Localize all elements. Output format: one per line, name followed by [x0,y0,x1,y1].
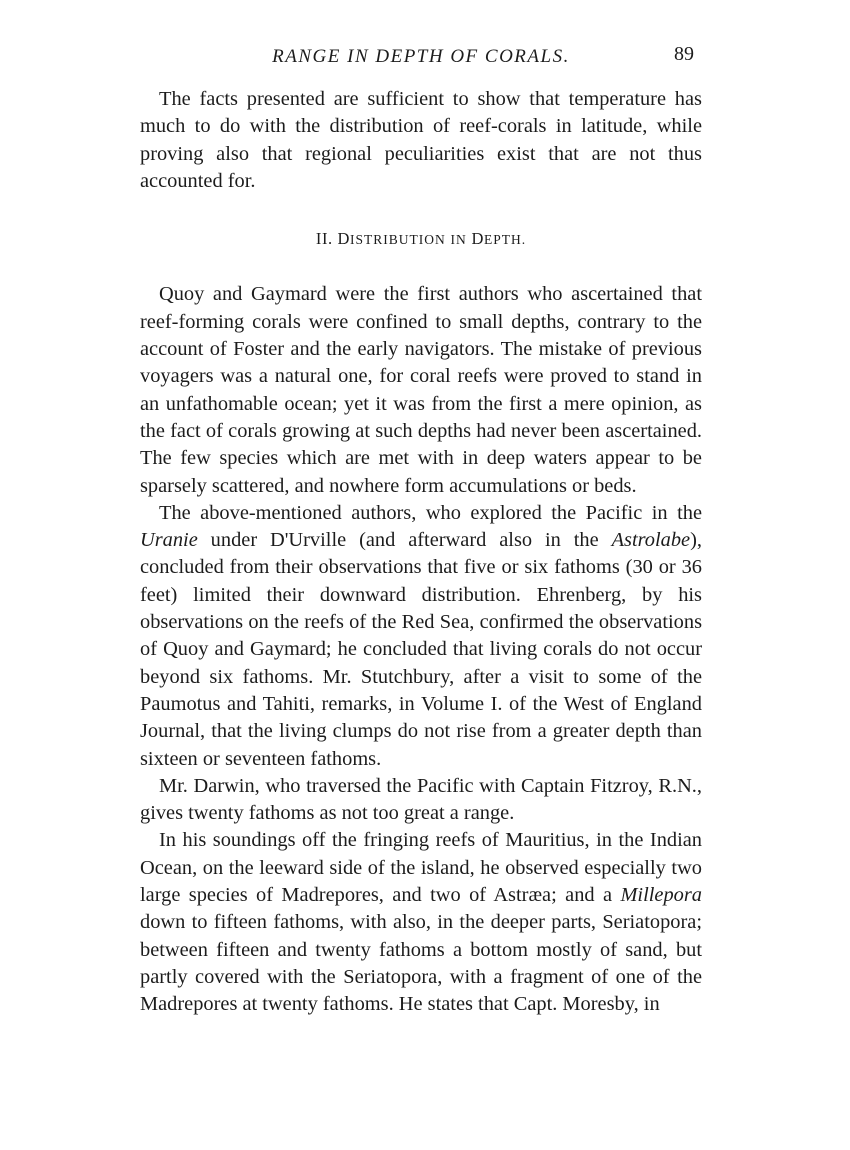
heading-word-distribution-rest: ISTRIBUTION [350,232,446,248]
paragraph-text: under D'Urville (and afterward also in the [197,529,612,552]
running-title: RANGE IN DEPTH OF CORALS. [272,46,570,67]
paragraph-darwin: Mr. Darwin, who traversed the Pacific with Captain Fitzroy, R.N., gives twenty fathoms as not too great a range. [140,774,702,825]
paragraph-soundings [140,827,702,1018]
paragraph-quoy-gaymard: Quoy and Gaymard were the first authors who ascertained that reef-forming corals were confined to small depths, contrary to the account of Foster and the early navigators. The mistake of previous voyagers was a natural one, for coral reefs were proved to stand in an unfathomable ocean; yet it was from the first a mere opinion, as the fact of corals growing at such depths had never been ascertained. The few species which are met with in deep waters appear to be sparsely scattered, and nowhere form accumulations or beds. [140,283,702,497]
paragraph-text: The above-mentioned authors, who explored the Pacific in the [159,501,702,524]
paragraph-text: In his soundings off the fringing reefs of Mauritius, in the Indian Ocean, on the leeward side of the island, he observed especially two large species of Madrepores, and two of Astræa; and a [140,829,702,907]
section-numeral: II. [315,229,333,249]
heading-word-in: IN [450,232,467,248]
body-text [140,86,702,1019]
paragraph-text: down to fifteen fathoms, with also, in the deeper parts, Seriatopora; between fifteen and twenty fathoms a bottom mostly of sand, but partly covered with the Seriatopora, with a fragment of one of the Madrepores at twenty fathoms. He states that Capt. Moresby, in [140,911,702,1016]
section-heading [140,225,702,253]
running-head [140,40,702,70]
intro-paragraph: The facts presented are sufficient to show that temperature has much to do with the distribution of reef-corals in latitude, while proving also that regional peculiarities exist that are not thus accounted for. [140,88,702,192]
ship-name-uranie: Uranie [140,529,198,552]
page-number: 89 [674,43,694,65]
heading-word-depth-rest: EPTH. [484,232,527,248]
paragraph-text: ), concluded from their observations that five or six fathoms (30 or 36 feet) limited their downward distribution. Ehrenberg, by his observations on the reefs of the Red Sea, confirmed the observations of Quoy and Gaymard; he concluded that living corals do not occur beyond six fathoms. Mr. Stutchbury, after a visit to some of the Paumotus and Tahiti, remarks, in Volume I. of the West of England Journal, that the living clumps do not rise from a greater depth than sixteen or seventeen fathoms. [140,529,702,770]
heading-word-depth-initial: D [471,229,485,249]
heading-word-distribution-initial: D [337,229,351,249]
genus-name-millepora: Millepora [620,884,702,907]
ship-name-astrolabe: Astrolabe [611,529,691,552]
paragraph-above-mentioned [140,500,702,773]
